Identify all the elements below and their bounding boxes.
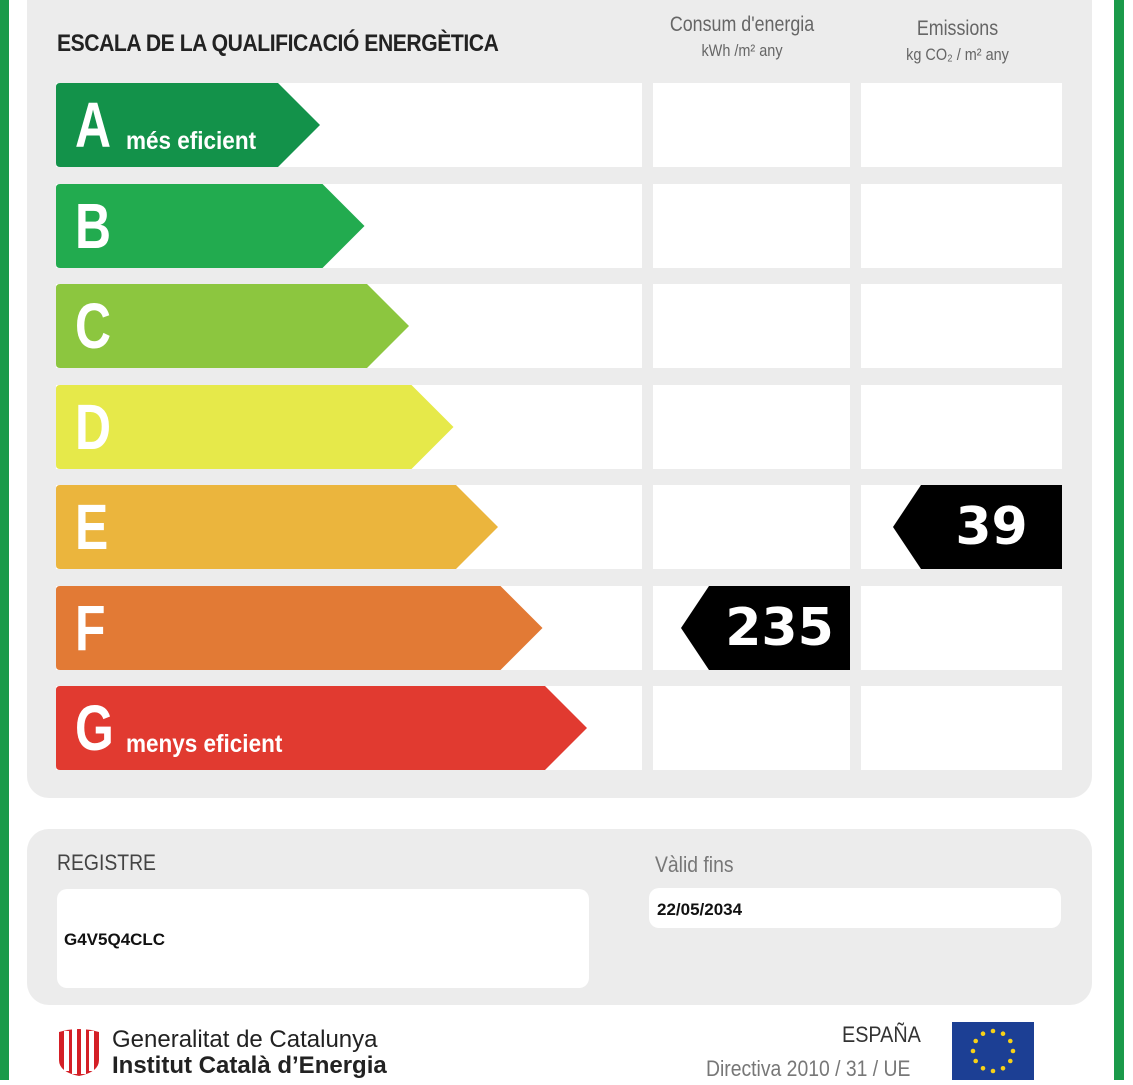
institut-name: Institut Català d’Energia	[112, 1052, 387, 1079]
consumption-label: Consum d'energia	[669, 13, 815, 36]
emissions-header	[875, 16, 1041, 68]
valid-until-value: 22/05/2034	[657, 900, 743, 919]
rating-arrow-d	[56, 385, 454, 469]
consumption-cell	[653, 184, 850, 268]
directive-label: Directiva 2010 / 31 / UE	[706, 1056, 911, 1081]
rating-letter: F	[75, 592, 106, 664]
registre-label: REGISTRE	[57, 850, 156, 875]
emissions-cell	[861, 686, 1062, 770]
emissions-label: Emissions	[916, 17, 999, 40]
rating-letter: C	[75, 290, 112, 362]
rating-arrow-b	[56, 184, 365, 268]
scale-title: ESCALA DE LA QUALIFICACIÓ ENERGÈTICA	[57, 30, 499, 57]
country-label: ESPAÑA	[842, 1022, 921, 1047]
rating-arrow-c	[56, 284, 409, 368]
emissions-cell	[861, 284, 1062, 368]
frame-right-border	[1114, 0, 1124, 1080]
consumption-cell	[653, 83, 850, 167]
rating-letter: D	[75, 391, 112, 463]
consumption-header	[666, 12, 819, 64]
consumption-cell	[653, 485, 850, 569]
generalitat-stripes-icon	[57, 1026, 101, 1076]
emissions-marker	[893, 485, 1062, 569]
consumption-cell	[653, 385, 850, 469]
rating-tag: menys eficient	[126, 730, 283, 758]
rating-letter: G	[75, 692, 114, 764]
rating-arrow-g	[56, 686, 587, 770]
consumption-cell	[653, 686, 850, 770]
emissions-unit: kg CO₂ / m² any	[906, 45, 1009, 64]
valid-until-label: Vàlid fins	[655, 852, 734, 877]
rating-tag: més eficient	[126, 127, 257, 155]
rating-letter: B	[75, 190, 112, 262]
consumption-cell	[653, 284, 850, 368]
emissions-cell	[861, 385, 1062, 469]
eu-flag-icon	[952, 1022, 1034, 1080]
rating-letter: A	[75, 89, 112, 161]
emissions-marker-value: 39	[955, 497, 1028, 557]
rating-arrow-e	[56, 485, 498, 569]
consumption-marker	[681, 586, 850, 670]
consumption-unit: kWh /m² any	[701, 41, 783, 60]
frame-left-border	[0, 0, 9, 1080]
emissions-cell	[861, 184, 1062, 268]
generalitat-name: Generalitat de Catalunya	[112, 1026, 378, 1053]
rating-arrow-a	[56, 83, 320, 167]
consumption-marker-value: 235	[725, 598, 834, 658]
registre-value: G4V5Q4CLC	[64, 930, 166, 949]
rating-arrow-f	[56, 586, 543, 670]
emissions-cell	[861, 586, 1062, 670]
rating-letter: E	[75, 491, 109, 563]
emissions-cell	[861, 83, 1062, 167]
